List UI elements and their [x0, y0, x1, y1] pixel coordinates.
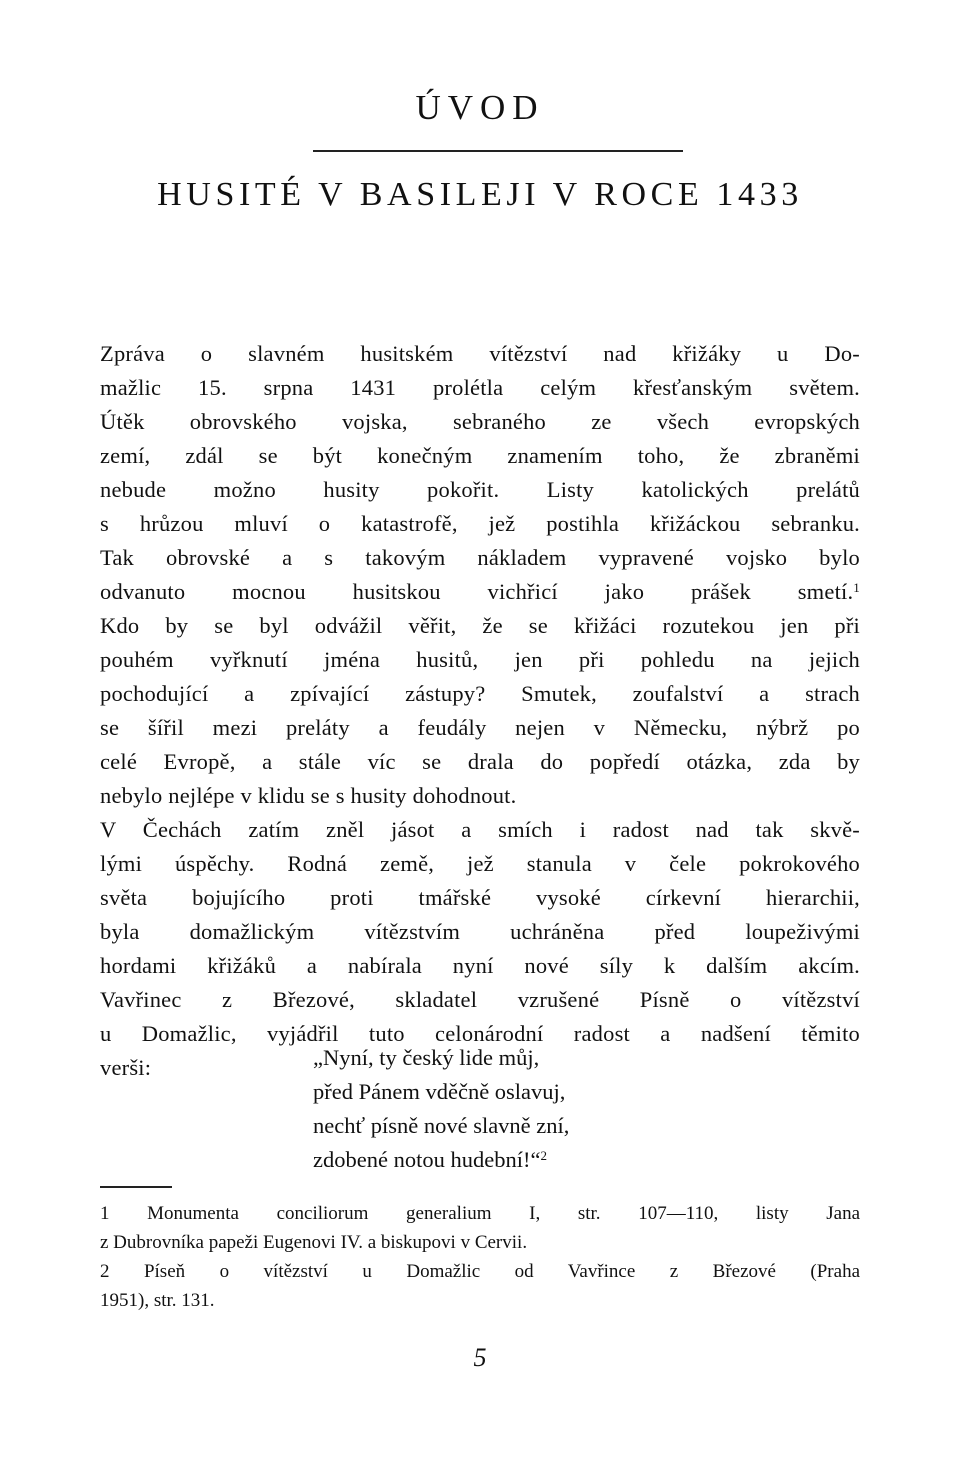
verse-line-text: zdobené notou hudební!“ — [313, 1147, 541, 1172]
body-line: pochodující a zpívající zástupy? Smutek, zoufalství a strach — [100, 681, 860, 706]
body-line: hordami křižáků a nabírala nyní nové síly k dalším akcím. — [100, 953, 860, 978]
body-line-text: odvanuto mocnou husitskou vichřicí jako prášek smetí. — [100, 579, 854, 604]
footnote-2-line: 1951), str. 131. — [100, 1290, 215, 1311]
page-number: 5 — [473, 1343, 487, 1372]
body-line: byla domažlickým vítězstvím uchráněna před loupeživými — [100, 919, 860, 944]
body-line: Kdo by se byl odvážil věřit, že se křižáci rozutekou jen při — [100, 613, 860, 638]
body-line: Vavřinec z Březové, skladatel vzrušené Písně o vítězství — [100, 987, 860, 1012]
body-line: pouhém vyřknutí jména husitů, jen při pohledu na jejich — [100, 647, 860, 672]
body-text — [100, 337, 860, 1085]
body-line: nebude možno husity pokořit. Listy katolických prelátů — [100, 477, 860, 502]
footnote-ref-1: 1 — [853, 580, 860, 595]
verse-quote — [313, 1041, 569, 1177]
verse-line-with-footnote — [313, 1143, 569, 1177]
body-line: verši: — [100, 1055, 152, 1080]
chapter-title: HUSITÉ V BASILEJI V ROCE 1433 — [157, 176, 803, 213]
footnote-2-line: 2 Píseň o vítězství u Domažlic od Vavřince z Březové (Praha — [100, 1261, 860, 1282]
footnotes — [100, 1199, 860, 1315]
body-line: světa bojujícího proti tmářské vysoké církevní hierarchii, — [100, 885, 860, 910]
body-line: nebylo nejlépe v klidu se s husity dohodnout. — [100, 783, 517, 808]
footnote-ref-2: 2 — [540, 1148, 547, 1163]
body-line: se šířil mezi preláty a feudály nejen v Německu, nýbrž po — [100, 715, 860, 740]
body-line: lými úspěchy. Rodná země, jež stanula v čele pokrokového — [100, 851, 860, 876]
body-line-with-footnote — [100, 575, 860, 609]
title-rule — [313, 150, 683, 152]
verse-line: před Pánem vděčně oslavuj, — [313, 1079, 566, 1104]
body-line: celé Evropě, a stále víc se drala do popředí otázka, zda by — [100, 749, 860, 774]
footnote-1-line: z Dubrovníka papeži Eugenovi IV. a biskupovi v Cervii. — [100, 1232, 528, 1253]
footnote-rule — [100, 1186, 172, 1188]
body-line: mažlic 15. srpna 1431 prolétla celým křesťanským světem. — [100, 375, 860, 400]
body-line: u Domažlic, vyjádřil tuto celonárodní radost a nadšení těmito — [100, 1021, 860, 1046]
body-line: s hrůzou mluví o katastrofě, jež postihla křižáckou sebranku. — [100, 511, 860, 536]
body-line: Zpráva o slavném husitském vítězství nad křižáky u Do- — [100, 341, 860, 366]
verse-line: nechť písně nové slavně zní, — [313, 1113, 570, 1138]
body-line: V Čechách zatím zněl jásot a smích i radost nad tak skvě- — [100, 817, 860, 842]
verse-line: „Nyní, ty český lide můj, — [313, 1045, 540, 1070]
body-line: Útěk obrovského vojska, sebraného ze všech evropských — [100, 409, 860, 434]
footnote-1-line: 1 Monumenta conciliorum generalium I, str. 107—110, listy Jana — [100, 1203, 860, 1224]
body-line: Tak obrovské a s takovým nákladem vypravené vojsko bylo — [100, 545, 860, 570]
body-line: zemí, zdál se být konečným znamením toho, že zbraněmi — [100, 443, 860, 468]
chapter-label: ÚVOD — [415, 88, 545, 127]
